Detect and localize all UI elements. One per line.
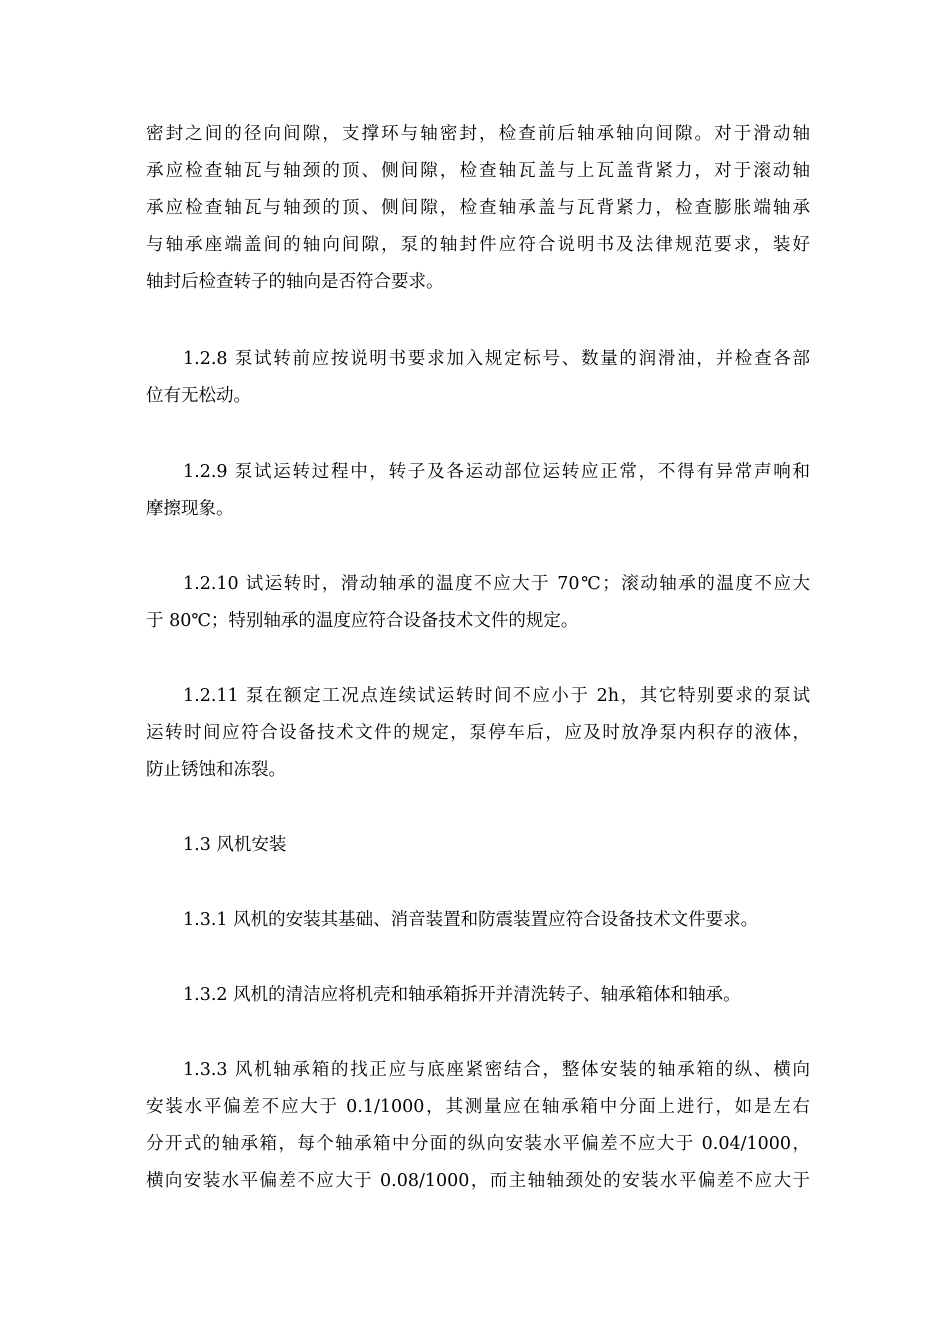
text-line: 位有无松动。 [146,386,251,406]
paragraph-1-3-1 [146,902,810,939]
text-line: 1.2.9 泵试运转过程中，转子及各运动部位运转应正常，不得有异常声响和 [183,462,810,482]
text-line: 安装水平偏差不应大于 0.1/1000，其测量应在轴承箱中分面上进行，如是左右 [146,1097,810,1117]
text-line: 横向安装水平偏差不应大于 0.08/1000，而主轴轴颈处的安装水平偏差不应大于 [146,1171,810,1191]
paragraph-1-2-11 [146,678,810,789]
text-line: 密封之间的径向间隙，支撑环与轴密封，检查前后轴承轴向间隙。对于滑动轴 [146,124,810,144]
text-line: 轴封后检查转子的轴向是否符合要求。 [146,272,444,292]
text-line: 承应检查轴瓦与轴颈的顶、侧间隙，检查轴承盖与瓦背紧力，检查膨胀端轴承 [146,198,810,218]
heading-text: 1.3 风机安装 [183,835,287,855]
text-line: 1.3.3 风机轴承箱的找正应与底座紧密结合，整体安装的轴承箱的纵、横向 [183,1060,810,1080]
text-line: 分开式的轴承箱，每个轴承箱中分面的纵向安装水平偏差不应大于 0.04/1000， [146,1134,810,1154]
text-line: 运转时间应符合设备技术文件的规定，泵停车后，应及时放净泵内积存的液体， [146,723,810,743]
paragraph-1-2-8 [146,341,810,415]
text-line: 1.3.2 风机的清洁应将机壳和轴承箱拆开并清洗转子、轴承箱体和轴承。 [183,985,741,1005]
text-line: 1.2.8 泵试转前应按说明书要求加入规定标号、数量的润滑油，并检查各部 [183,349,810,369]
text-line: 1.2.11 泵在额定工况点连续试运转时间不应小于 2h，其它特别要求的泵试 [183,686,810,706]
paragraph-1-3-3 [146,1052,810,1200]
paragraph-1-3-2 [146,977,810,1014]
text-line: 防止锈蚀和冻裂。 [146,760,286,780]
paragraph-bearing-clearance [146,116,810,301]
section-heading-1-3 [146,827,810,864]
paragraph-1-2-10 [146,566,810,640]
text-line: 1.2.10 试运转时，滑动轴承的温度不应大于 70℃；滚动轴承的温度不应大 [183,574,810,594]
text-line: 1.3.1 风机的安装其基础、消音装置和防震装置应符合设备技术文件要求。 [183,910,759,930]
paragraph-1-2-9 [146,454,810,528]
text-line: 摩擦现象。 [146,499,234,519]
text-line: 承应检查轴瓦与轴颈的顶、侧间隙，检查轴瓦盖与上瓦盖背紧力，对于滚动轴 [146,161,810,181]
text-line: 于 80℃；特别轴承的温度应符合设备技术文件的规定。 [146,611,579,631]
text-line: 与轴承座端盖间的轴向间隙，泵的轴封件应符合说明书及法律规范要求，装好 [146,235,810,255]
